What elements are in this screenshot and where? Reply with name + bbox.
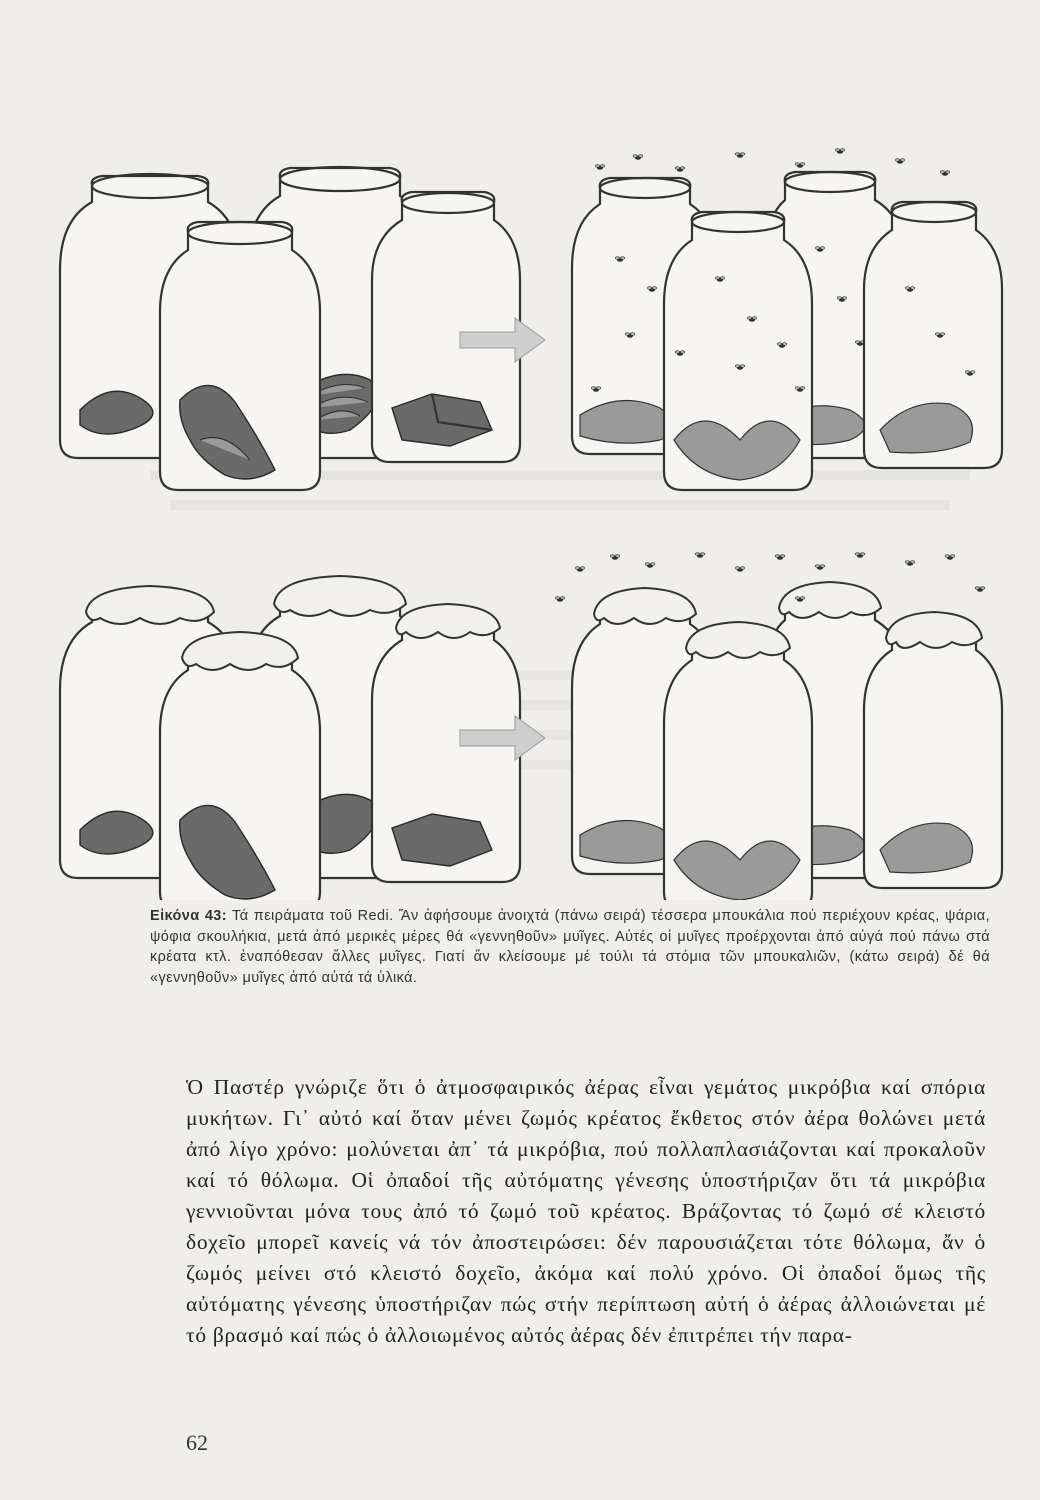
fly-icon	[556, 597, 565, 602]
open-jar-icon	[864, 202, 1002, 468]
covered-jar-icon	[160, 632, 320, 900]
open-jar-icon	[160, 222, 320, 490]
fly-icon	[576, 567, 585, 572]
figure-caption-label: Εἰκόνα 43:	[150, 908, 227, 924]
bottom-row-covered-jars	[60, 553, 1002, 900]
fly-icon	[941, 171, 950, 176]
open-jar-icon	[664, 212, 812, 490]
fly-icon	[906, 561, 915, 566]
redi-experiment-figure	[40, 140, 1020, 900]
fly-icon	[796, 163, 805, 168]
redi-experiment-illustration	[40, 140, 1020, 900]
body-paragraph: Ὁ Παστέρ γνώριζε ὅτι ὁ ἀτμοσφαιρικός ἀέρας εἶναι γεμάτος μικρόβια καί σπόρια μυκήτων. Γι᾽ αὐτό καί ὅταν μένει ζωμός κρέατος ἔκθετος στόν ἀέρα θολώνει μετά ἀπό λίγο χρόνο: μολύνεται ἀπ᾽ τά μικρόβια, πού πολλαπλασιάζονται καί προκαλοῦν καί τό θόλωμα. Οἱ ὀπαδοί τῆς αὐτόματης γένεσης ὑποστήριζαν ὅτι τά μικρόβια γεννιοῦνται μόνα τους ἀπό τό ζωμό τοῦ κρέατος. Βράζοντας τό ζωμό σέ κλειστό δοχεῖο μπορεῖ κανείς νά τόν ἀποστειρώσει: δέν παρουσιάζεται τότε θόλωμα, ἄν ὁ ζωμός μείνει στό κλειστό δοχεῖο, ἀκόμα καί πολύ χρόνο. Οἱ ὀπαδοί ὅμως τῆς αὐτόματης γένεσης ὑποστήριζαν πώς στήν περίπτωση αὐτή ὁ ἀέρας ἀλλοιώνεται μέ τό βρασμό καί πώς ὁ ἀλλοιωμένος αὐτός ἀέρας δέν ἐπιτρέπει τήν παρα-	[186, 1075, 986, 1347]
fly-icon	[736, 567, 745, 572]
fly-icon	[976, 587, 985, 592]
fly-icon	[816, 565, 825, 570]
body-text	[186, 1072, 986, 1351]
top-row-open-jars	[60, 149, 1002, 490]
fly-icon	[776, 555, 785, 560]
fly-icon	[836, 149, 845, 154]
figure-caption	[150, 906, 990, 988]
page-number: 62	[186, 1430, 208, 1455]
figure-caption-text: Τά πειράματα τοῦ Redi. Ἄν ἀφήσουμε ἀνοιχτά (πάνω σειρά) τέσσερα μπουκάλια πού περιέχουν κρέας, ψάρια, ψόφια σκουλήκια, μετά ἀπό μερικές μέρες θά «γεννηθοῦν» μυῖγες. Αὐτές οἱ μυῖγες προέρχονται ἀπό αὐγά πού πάνω στά κρέατα κτλ. ἐναπόθεσαν ἄλλες μυῖγες. Γιατί ἄν κλείσουμε μέ τούλι τά στόμια τῶν μπουκαλιῶν, (κάτω σειρά) δέ θά «γεννηθοῦν» μυῖγες ἀπό αὐτά τά ὑλικά.	[150, 908, 991, 986]
fly-icon	[611, 555, 620, 560]
fly-icon	[646, 563, 655, 568]
fly-icon	[736, 153, 745, 158]
fly-icon	[596, 165, 605, 170]
fly-icon	[676, 167, 685, 172]
fly-icon	[696, 553, 705, 558]
fly-icon	[634, 155, 643, 160]
fly-icon	[896, 159, 905, 164]
covered-jar-icon	[664, 622, 812, 900]
open-jar-icon	[372, 192, 520, 462]
fly-icon	[856, 553, 865, 558]
fly-icon	[946, 555, 955, 560]
